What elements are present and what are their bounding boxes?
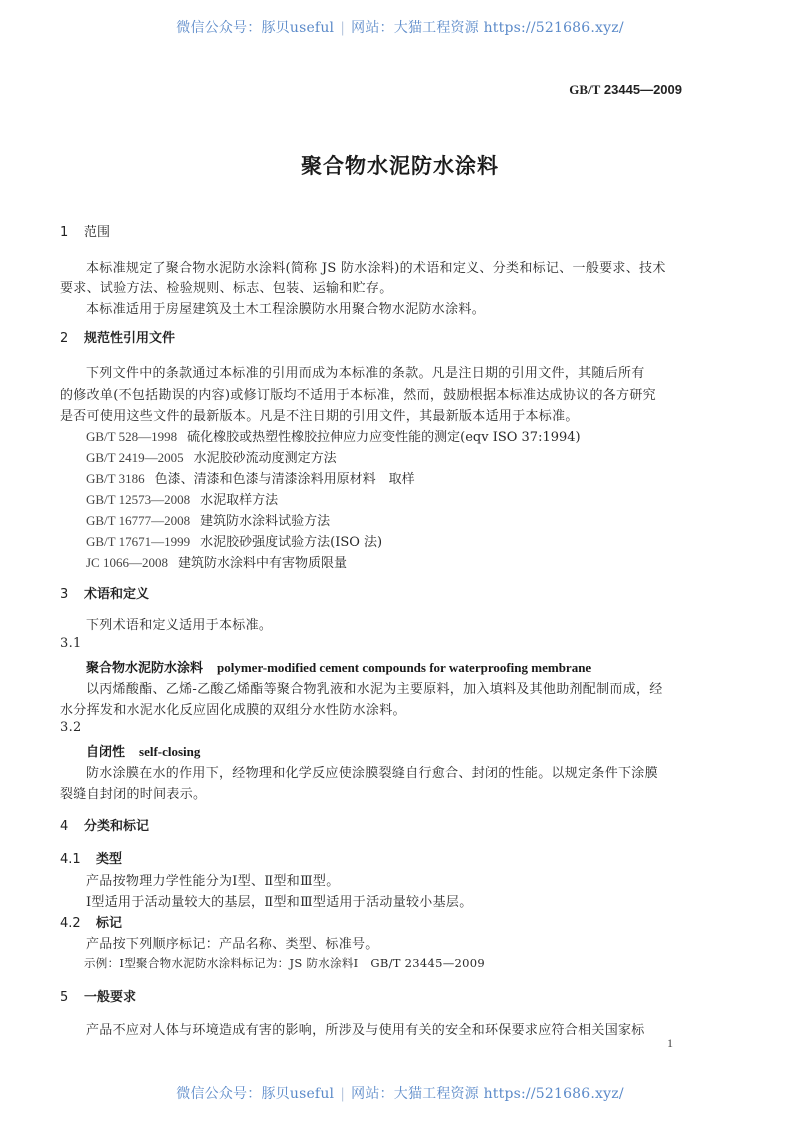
watermark-separator: | [340, 1086, 346, 1102]
watermark-wechat: 微信公众号：豚贝useful [176, 1086, 335, 1102]
page-number: 1 [667, 1036, 673, 1050]
term-3-1-title: 聚合物水泥防水涂料 polymer-modified cement compounds for waterproofing membrane [86, 660, 592, 676]
term-3-1-definition-line: 以丙烯酸酯、乙烯-乙酸乙烯酯等聚合物乳液和水泥为主要原料，加入填料及其他助剂配制而成，经 [86, 682, 663, 697]
section-4-2-line: 产品按下列顺序标记：产品名称、类型、标准号。 [86, 937, 379, 952]
marking-example: 示例：Ⅰ型聚合物水泥防水涂料标记为：JS 防水涂料Ⅰ GB/T 23445—2009 [84, 956, 486, 970]
watermark-separator: | [340, 20, 346, 36]
section-2-paragraph-line: 是否可使用这些文件的最新版本。凡是不注日期的引用文件，其最新版本适用于本标准。 [60, 409, 579, 424]
section-4-2-heading: 4.2 标记 [60, 916, 123, 931]
term-3-2-definition-line: 防水涂膜在水的作用下，经物理和化学反应使涂膜裂缝自行愈合、封闭的性能。以规定条件下涂膜 [86, 766, 658, 781]
reference-item: GB/T 12573—2008 水泥取样方法 [86, 492, 279, 508]
section-1-paragraph-line: 本标准规定了聚合物水泥防水涂料(简称 JS 防水涂料)的术语和定义、分类和标记、一般要求、技术 [86, 261, 666, 276]
section-4-1-heading: 4.1 类型 [60, 852, 123, 867]
watermark-bottom [0, 1083, 800, 1103]
document-title: 聚合物水泥防水涂料 [301, 154, 499, 178]
term-3-2-number: 3.2 [60, 720, 82, 735]
reference-item: GB/T 16777—2008 建筑防水涂料试验方法 [86, 513, 331, 529]
reference-item: GB/T 528—1998 硫化橡胶或热塑性橡胶拉伸应力应变性能的测定(eqv ISO 37:1994) [86, 429, 581, 445]
section-4-1-line: Ⅰ型适用于活动量较大的基层，Ⅱ型和Ⅲ型适用于活动量较小基层。 [86, 895, 473, 910]
section-2-paragraph-line: 下列文件中的条款通过本标准的引用而成为本标准的条款。凡是注日期的引用文件，其随后所有 [86, 366, 645, 381]
reference-item: GB/T 3186 色漆、清漆和色漆与清漆涂料用原材料 取样 [86, 471, 415, 487]
section-4-1-line: 产品按物理力学性能分为Ⅰ型、Ⅱ型和Ⅲ型。 [86, 874, 340, 889]
section-4-heading: 4 分类和标记 [60, 819, 150, 834]
section-3-heading: 3 术语和定义 [60, 587, 150, 602]
section-5-heading: 5 一般要求 [60, 990, 137, 1005]
term-3-2-title: 自闭性 self-closing [86, 744, 201, 760]
watermark-wechat: 微信公众号：豚贝useful [176, 20, 335, 36]
reference-item: GB/T 17671—1999 水泥胶砂强度试验方法(ISO 法) [86, 534, 383, 550]
watermark-top [0, 17, 800, 37]
standard-code: GB/T 23445—2009 [569, 82, 682, 97]
term-3-1-number: 3.1 [60, 636, 82, 651]
section-2-paragraph-line: 的修改单(不包括勘误的内容)或修订版均不适用于本标准，然而，鼓励根据本标准达成协议的各方研究 [60, 388, 656, 403]
section-1-paragraph-line: 要求、试验方法、检验规则、标志、包装、运输和贮存。 [60, 281, 393, 296]
term-3-2-definition-line: 裂缝自封闭的时间表示。 [60, 787, 207, 802]
watermark-site: 网站：大猫工程资源 https://521686.xyz/ [351, 1086, 624, 1102]
section-3-intro: 下列术语和定义适用于本标准。 [86, 618, 273, 633]
reference-item: JC 1066—2008 建筑防水涂料中有害物质限量 [86, 555, 347, 571]
section-1-paragraph-line: 本标准适用于房屋建筑及土木工程涂膜防水用聚合物水泥防水涂料。 [86, 302, 486, 317]
section-5-line: 产品不应对人体与环境造成有害的影响，所涉及与使用有关的安全和环保要求应符合相关国家标 [86, 1023, 645, 1038]
term-3-1-definition-line: 水分挥发和水泥水化反应固化成膜的双组分水性防水涂料。 [60, 703, 406, 718]
section-2-heading: 2 规范性引用文件 [60, 331, 176, 346]
section-1-heading: 1 范围 [60, 225, 111, 240]
watermark-site: 网站：大猫工程资源 https://521686.xyz/ [351, 20, 624, 36]
reference-item: GB/T 2419—2005 水泥胶砂流动度测定方法 [86, 450, 337, 466]
